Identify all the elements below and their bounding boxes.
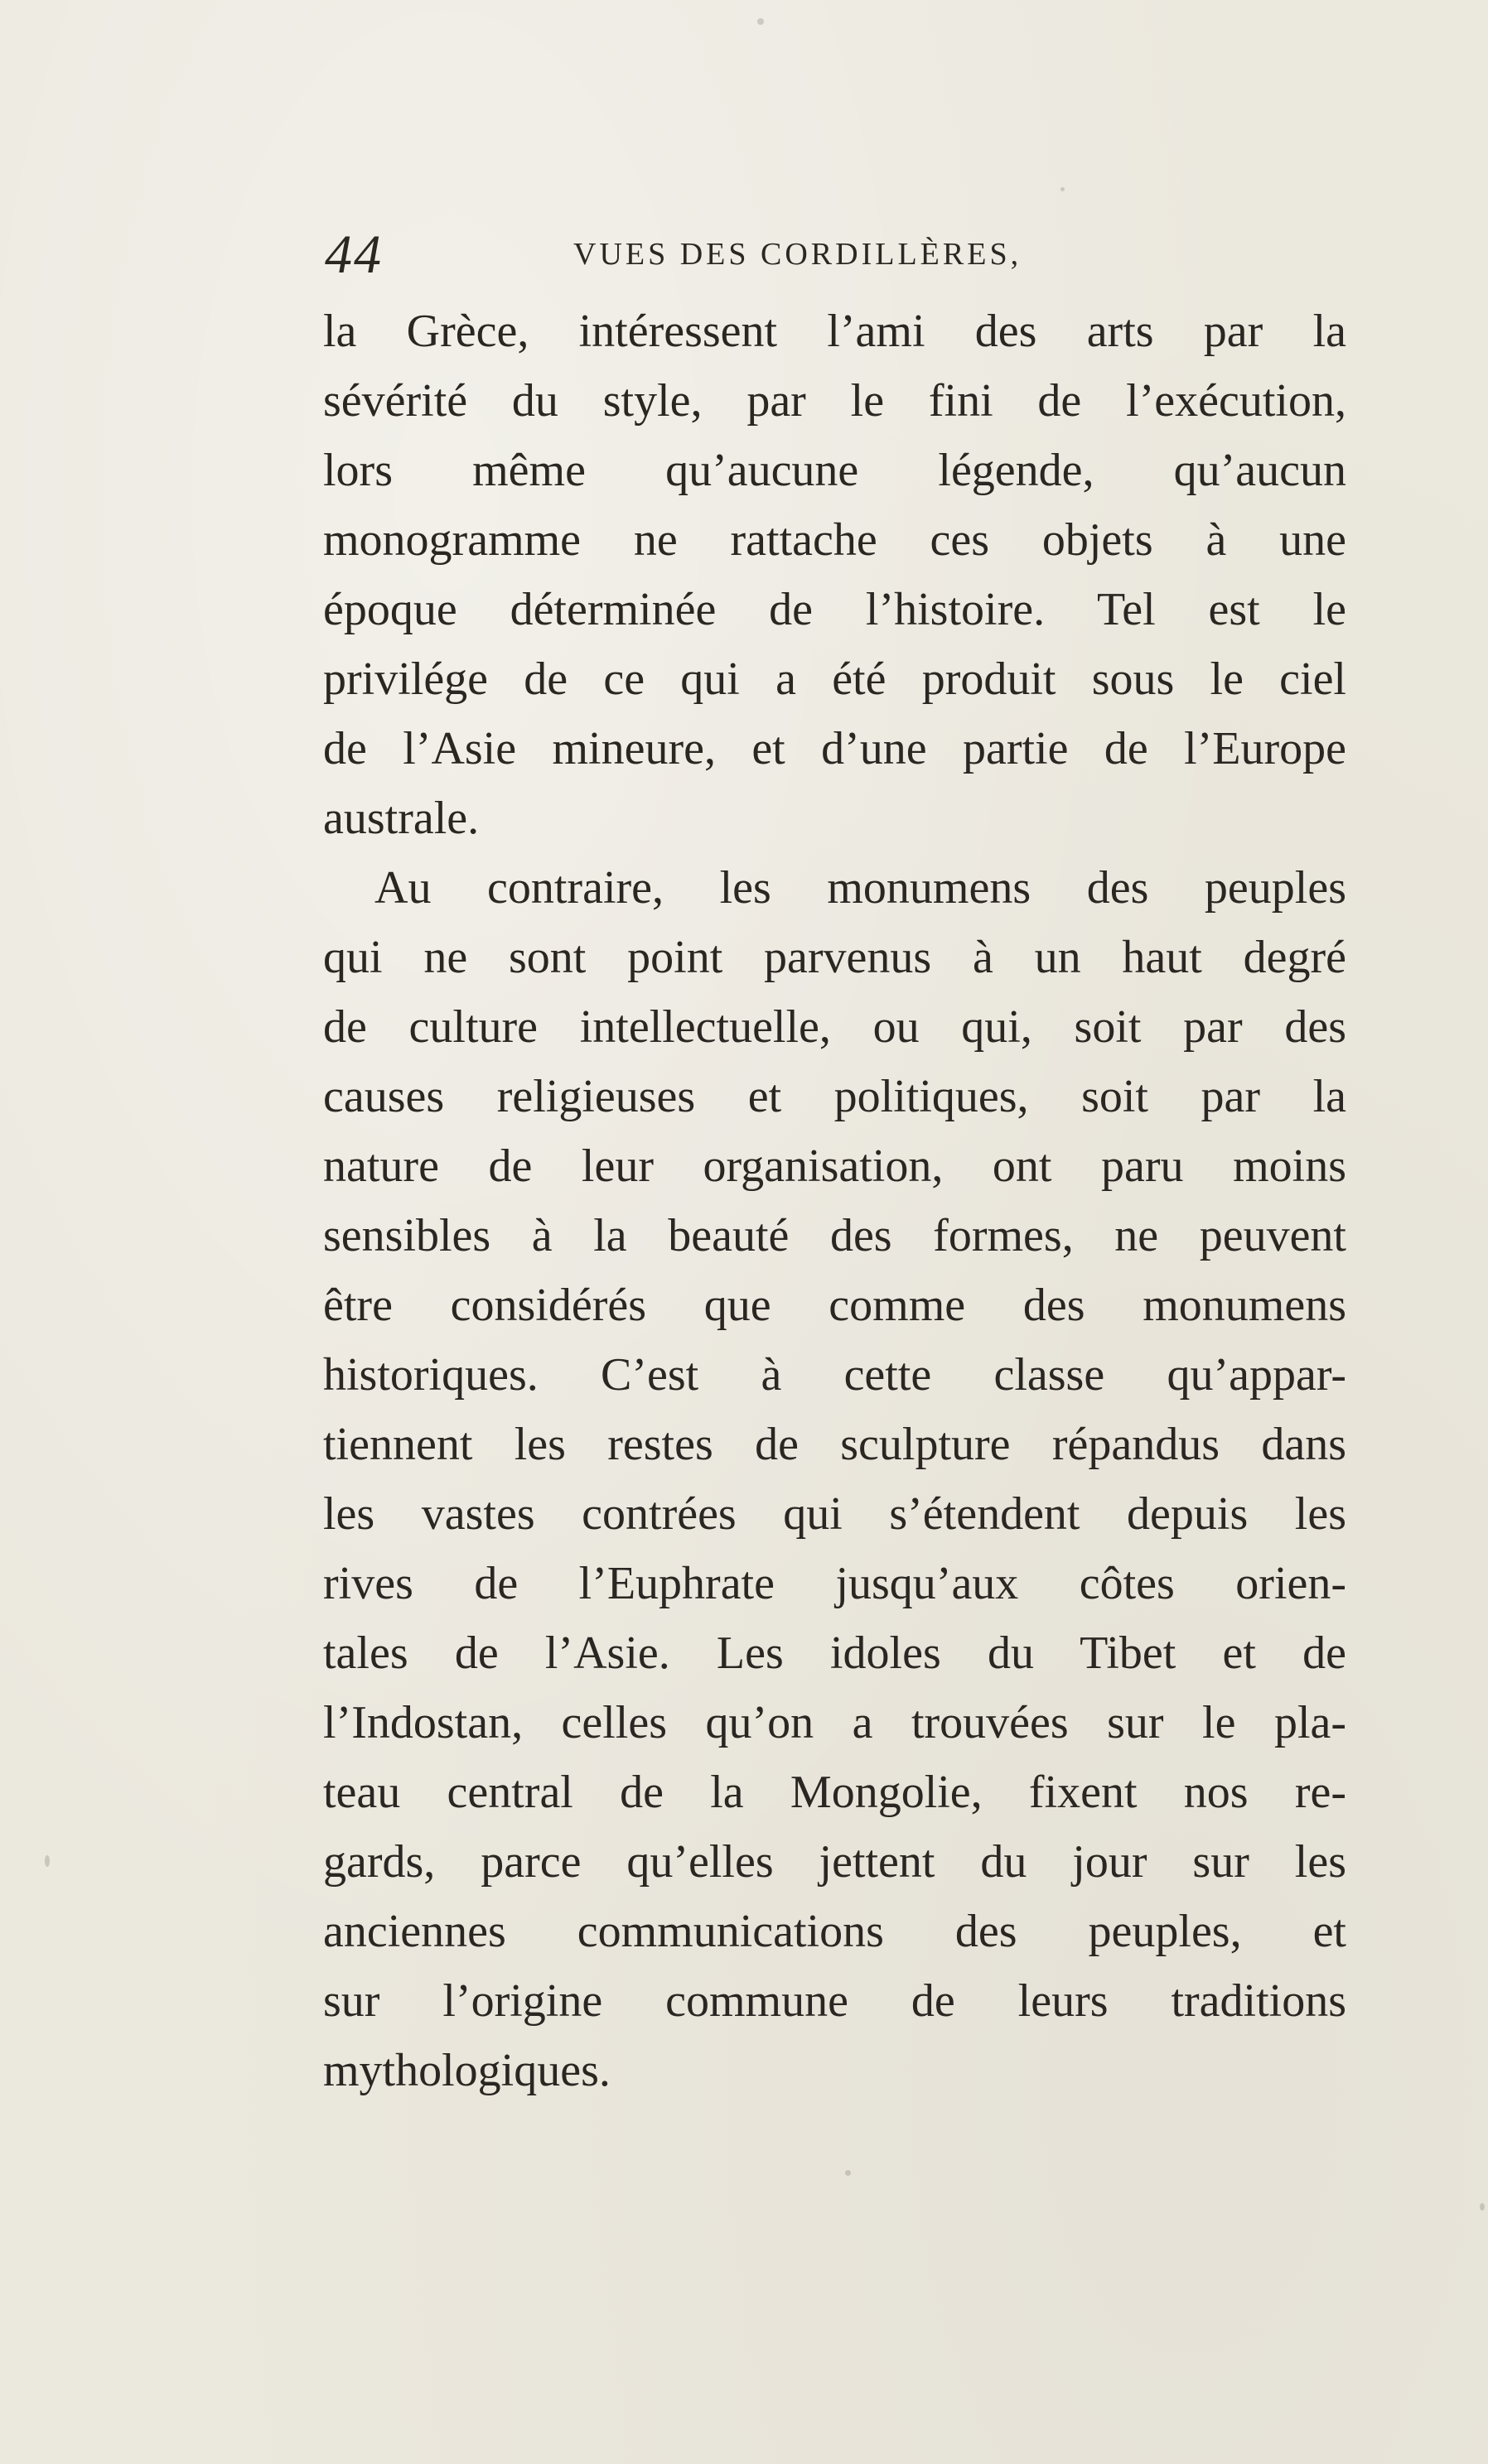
text-line: de l’Asie mineure, et d’une partie de l’Europe xyxy=(323,723,1346,774)
text-line: sévérité du style, par le fini de l’exécution, xyxy=(323,375,1346,427)
page-header xyxy=(325,222,1344,288)
body-text xyxy=(323,297,1346,2105)
paper-speck xyxy=(1480,2203,1485,2211)
text-line: causes religieuses et politiques, soit par la xyxy=(323,1071,1346,1122)
text-line: tiennent les restes de sculpture répandus dans xyxy=(323,1419,1346,1470)
text-line: historiques. C’est à cette classe qu’appar- xyxy=(323,1349,1346,1401)
text-line: privilége de ce qui a été produit sous le ciel xyxy=(323,653,1346,705)
text-line: nature de leur organisation, ont paru moins xyxy=(323,1140,1346,1192)
text-line: teau central de la Mongolie, fixent nos re- xyxy=(323,1767,1346,1818)
text-line: la Grèce, intéressent l’ami des arts par la xyxy=(323,306,1346,357)
text-line: époque déterminée de l’histoire. Tel est le xyxy=(323,584,1346,635)
paper-speck xyxy=(1060,187,1065,191)
paragraph-2 xyxy=(323,853,1346,2105)
paragraph-1 xyxy=(323,297,1346,853)
paper-speck xyxy=(845,2170,851,2176)
paper-speck xyxy=(45,1855,50,1867)
text-line: rives de l’Euphrate jusqu’aux côtes orien- xyxy=(323,1558,1346,1609)
text-line: anciennes communications des peuples, et xyxy=(323,1906,1346,1957)
text-line: qui ne sont point parvenus à un haut degré xyxy=(323,932,1346,983)
text-line: mythologiques. xyxy=(323,2045,611,2096)
text-line: de culture intellectuelle, ou qui, soit par des xyxy=(323,1001,1346,1053)
paper-speck xyxy=(757,18,764,25)
text-line: tales de l’Asie. Les idoles du Tibet et de xyxy=(323,1627,1346,1679)
text-line: sur l’origine commune de leurs traditions xyxy=(323,1975,1346,2027)
text-line: être considérés que comme des monumens xyxy=(323,1280,1346,1331)
text-line: Au contraire, les monumens des peuples xyxy=(374,862,1346,914)
page-number: 44 xyxy=(325,224,383,285)
running-title: VUES DES CORDILLÈRES, xyxy=(573,237,1022,272)
text-line: sensibles à la beauté des formes, ne peuvent xyxy=(323,1210,1346,1261)
text-line: l’Indostan, celles qu’on a trouvées sur le pla- xyxy=(323,1697,1346,1748)
text-line: les vastes contrées qui s’étendent depuis les xyxy=(323,1488,1346,1540)
text-line: lors même qu’aucune légende, qu’aucun xyxy=(323,445,1346,496)
text-line: monogramme ne rattache ces objets à une xyxy=(323,514,1346,566)
text-line: gards, parce qu’elles jettent du jour sur les xyxy=(323,1836,1346,1888)
text-line: australe. xyxy=(323,793,480,844)
